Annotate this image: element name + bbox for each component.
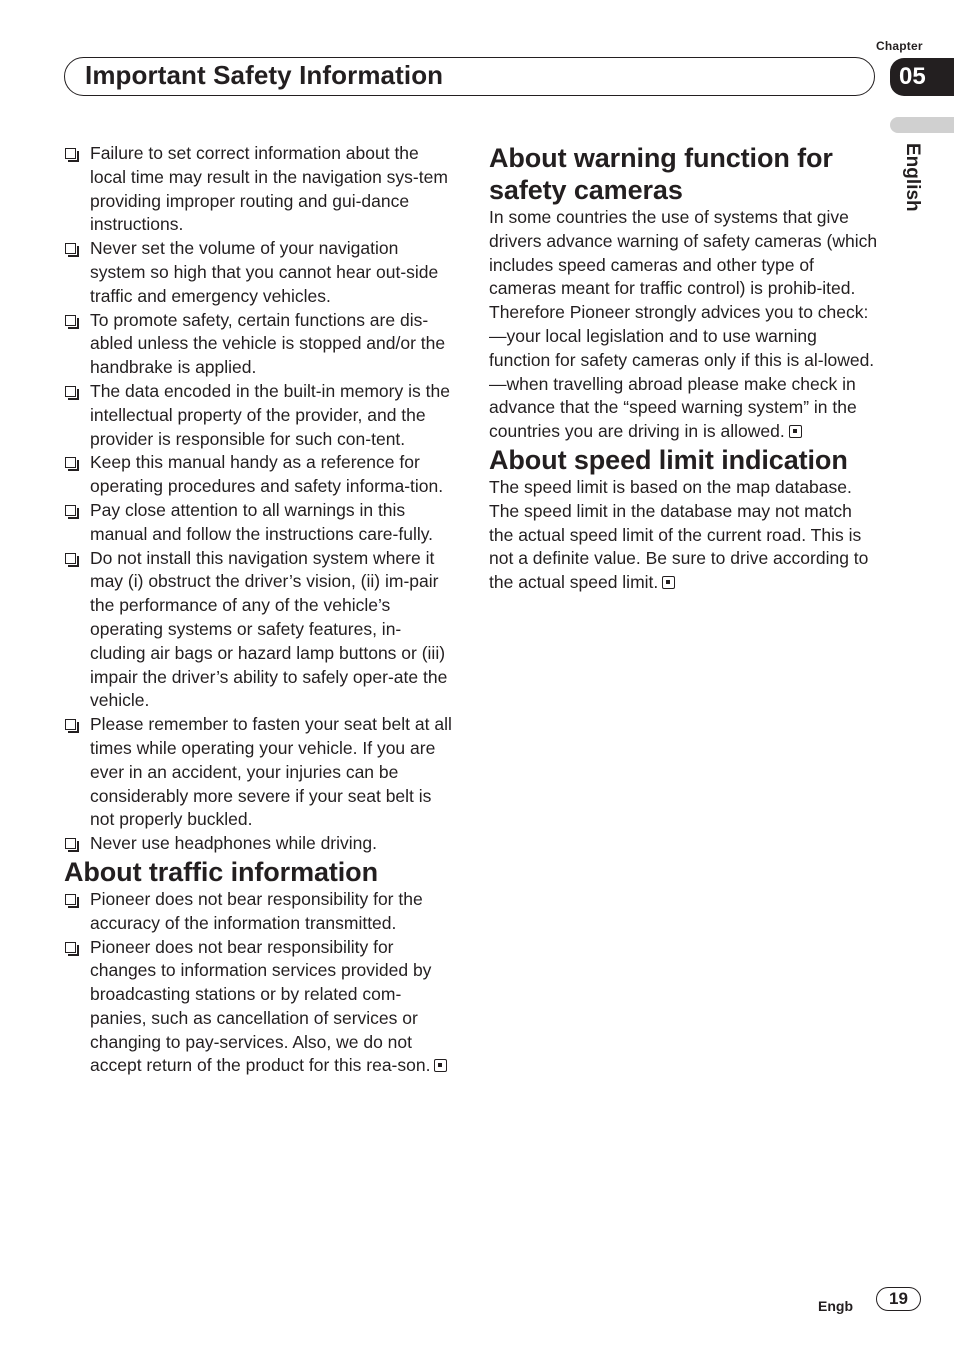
list-item	[64, 713, 452, 832]
list-item-text: Pioneer does not bear responsibility for changes to information services provided by broadcasting stations or by related com-panies, such as cancellation of services or changing to pay-services. Also, we do not accept return of the product for this rea-son.	[90, 936, 432, 1076]
right-column	[489, 142, 879, 595]
list-item	[64, 309, 452, 380]
left-column	[64, 142, 452, 1078]
safety-list	[64, 142, 452, 856]
checkbox-bullet-icon	[65, 457, 76, 468]
end-of-section-icon	[789, 425, 802, 438]
list-item	[64, 237, 452, 308]
list-item-text: Failure to set correct information about the local time may result in the navigation sys-tem providing improper routing and gui-dance instructions.	[90, 143, 448, 235]
checkbox-bullet-icon	[65, 505, 76, 516]
warning-paragraph-text: —when travelling abroad please make check in advance that the “speed warning system” in the countries you are driving in is allowed.	[489, 373, 857, 442]
checkbox-bullet-icon	[65, 386, 76, 397]
list-item-text: Do not install this navigation system where it may (i) obstruct the driver’s vision, (ii) im-pair the performance of any of the vehicle’s operating systems or safety features, in-cluding air bags or hazard lamp buttons or (iii) impair the driver’s ability to safely oper-ate the vehicle.	[90, 547, 448, 711]
list-item-text: Never use headphones while driving.	[90, 833, 377, 854]
chapter-label: Chapter	[876, 39, 923, 53]
speed-paragraph-text: The speed limit is based on the map database. The speed limit in the database may not match the actual speed limit of the current road. This is not a definite value. Be sure to drive according to the actual speed limit.	[489, 476, 869, 593]
list-item	[64, 451, 452, 499]
language-tab	[890, 117, 954, 133]
checkbox-bullet-icon	[65, 243, 76, 254]
section-header	[64, 57, 875, 96]
footer-language-code: Engb	[818, 1298, 853, 1314]
list-item	[64, 142, 452, 237]
warning-paragraph: In some countries the use of systems that give drivers advance warning of safety cameras (which includes speed cameras and other type of cameras meant for traffic control) is prohib-ited. Therefore Pioneer strongly advices you to check:	[489, 207, 878, 323]
checkbox-bullet-icon	[65, 719, 76, 730]
warning-heading: About warning function for safety cameras	[489, 143, 833, 205]
list-item-text: Pay close attention to all warnings in this manual and follow the instructions care-fully.	[90, 499, 434, 544]
traffic-list	[64, 888, 452, 1078]
list-item	[64, 380, 452, 451]
end-of-section-icon	[434, 1059, 447, 1072]
language-label: English	[902, 143, 923, 212]
page-number: 19	[876, 1287, 921, 1311]
checkbox-bullet-icon	[65, 838, 76, 849]
list-item	[64, 832, 452, 856]
warning-paragraph: —your local legislation and to use warning function for safety cameras only if this is al-lowed.	[489, 325, 875, 370]
checkbox-bullet-icon	[65, 894, 76, 905]
speed-paragraph	[489, 476, 879, 595]
list-item-text: To promote safety, certain functions are dis-abled unless the vehicle is stopped and/or the handbrake is applied.	[90, 309, 446, 378]
list-item-text: Please remember to fasten your seat belt at all times while operating your vehicle. If you are ever in an accident, your injuries can be considerably more severe if your seat belt is not properly buckled.	[90, 714, 452, 830]
checkbox-bullet-icon	[65, 148, 76, 159]
list-item	[64, 936, 452, 1079]
warning-paragraph	[489, 373, 879, 444]
list-item	[64, 547, 452, 714]
traffic-heading: About traffic information	[64, 856, 378, 887]
list-item	[64, 888, 452, 936]
page-title: Important Safety Information	[85, 60, 444, 90]
list-item-text: The data encoded in the built-in memory is the intellectual property of the provider, and the provider is responsible for such con-tent.	[90, 380, 450, 449]
list-item-text: Never set the volume of your navigation system so high that you cannot hear out-side traffic and emergency vehicles.	[90, 238, 439, 306]
checkbox-bullet-icon	[65, 553, 76, 564]
list-item	[64, 499, 452, 547]
chapter-number: 05	[890, 58, 954, 96]
list-item-text: Keep this manual handy as a reference for operating procedures and safety informa-tion.	[90, 452, 444, 497]
speed-heading: About speed limit indication	[489, 444, 848, 475]
checkbox-bullet-icon	[65, 315, 76, 326]
checkbox-bullet-icon	[65, 942, 76, 953]
end-of-section-icon	[662, 576, 675, 589]
list-item-text: Pioneer does not bear responsibility for the accuracy of the information transmitted.	[90, 888, 423, 933]
